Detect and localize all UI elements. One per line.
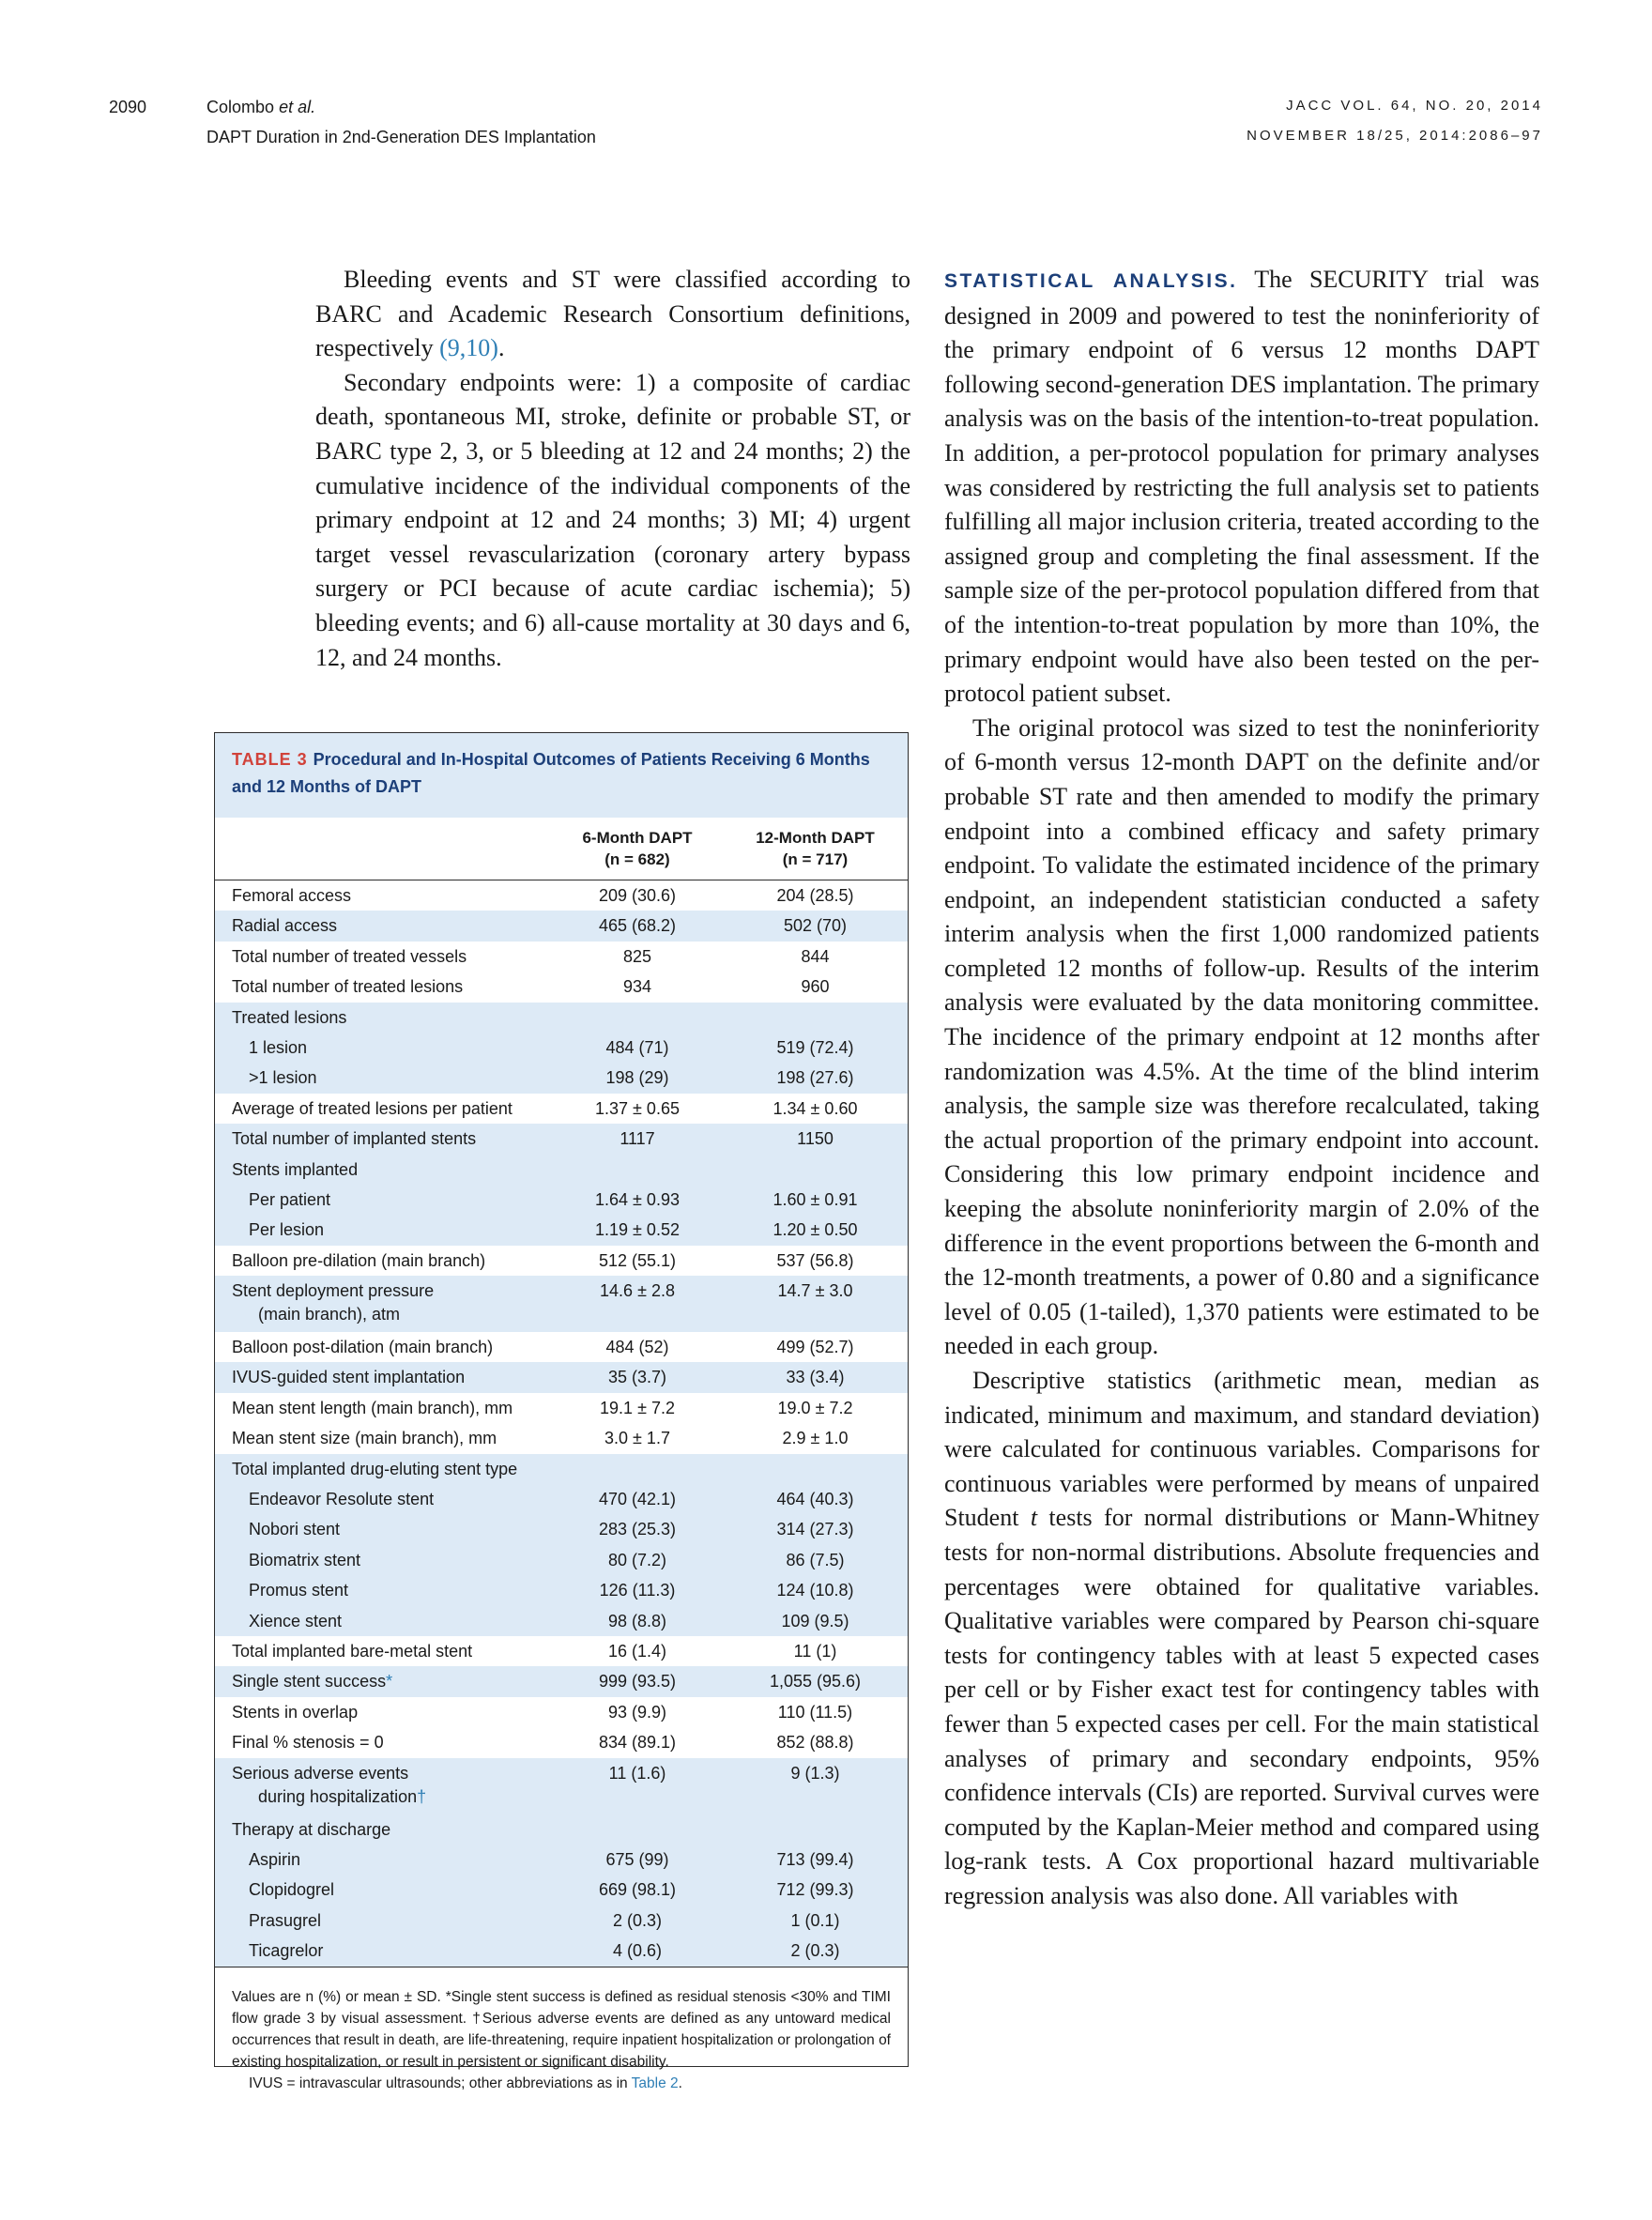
cell-6-month: 98 (8.8): [552, 1606, 723, 1636]
table-2-link[interactable]: Table 2: [631, 2075, 679, 2091]
footnote-text: Values are n (%) or mean ± SD. *Single stent success is defined as residual stenosis <30% and TIMI flow grade 3 by visual assessment. †Serious adverse events are defined as any untoward medical occurrences that result in death, are life-threatening, require inpatient hospitalization or prolongation of existing hospitalization, or result in persistent or significant disability.: [232, 1988, 891, 2070]
row-label: Endeavor Resolute stent: [215, 1484, 552, 1514]
table-row: [215, 1185, 908, 1215]
paragraph-secondary-endpoints: Secondary endpoints were: 1) a composite of cardiac death, spontaneous MI, stroke, definite or probable ST, or BARC type 2, 3, or 5 bleeding at 12 and 24 months; 2) the cumulative incidence of the individual components of the primary endpoint at 12 and 24 months; 3) MI; 4) urgent target vessel revascularization (coronary artery bypass surgery or PCI because of acute cardiac ischemia); 5) bleeding events; and 6) all-cause mortality at 30 days and 6, 12, and 24 months.: [315, 368, 910, 671]
cell-6-month: 19.1 ± 7.2: [600, 1398, 675, 1417]
table-row: [215, 1215, 908, 1245]
cell-6-month: 283 (25.3): [552, 1514, 723, 1544]
section-heading: STATISTICAL ANALYSIS.: [944, 270, 1238, 292]
cell-12-month: 11 (1): [793, 1641, 837, 1661]
cell-12-month: 537 (56.8): [776, 1250, 854, 1270]
row-label: IVUS-guided stent implantation: [215, 1362, 552, 1392]
table-row: [215, 942, 908, 972]
table-row: [215, 1332, 908, 1362]
cell-6-month: 209 (30.6): [598, 886, 677, 905]
row-label: Total implanted drug-eluting stent type: [215, 1454, 552, 1484]
row-label: Balloon post-dilation (main branch): [232, 1338, 494, 1357]
row-label: Serious adverse events during hospitalization†: [215, 1758, 552, 1814]
cell-12-month: 2.9 ± 1.0: [782, 1429, 849, 1448]
table-row: [215, 1575, 908, 1605]
table-row: [215, 1545, 908, 1575]
table-3: [214, 732, 909, 2091]
table-row: [215, 880, 908, 911]
cell-6-month: 1117: [552, 1124, 723, 1154]
cell-12-month: 1 (0.1): [723, 1906, 908, 1936]
table-row: [215, 1063, 908, 1093]
cell-12-month: [723, 1454, 908, 1484]
row-label: Final % stenosis = 0: [232, 1733, 384, 1753]
cell-12-month: 712 (99.3): [723, 1875, 908, 1905]
table-row: [215, 1124, 908, 1154]
row-label: Aspirin: [215, 1845, 552, 1875]
paragraph-text: Bleeding events and ST were classified according to BARC and Academic Research Consortium definitions, respectively: [315, 266, 910, 362]
page-number: 2090: [109, 98, 147, 116]
table-row: [215, 1246, 908, 1276]
cell-12-month: [723, 1155, 908, 1185]
cell-6-month: 11 (1.6): [552, 1758, 723, 1814]
cell-6-month: 14.6 ± 2.8: [552, 1276, 723, 1332]
cell-6-month: 669 (98.1): [552, 1875, 723, 1905]
cell-6-month: 80 (7.2): [552, 1545, 723, 1575]
paragraph-text: Descriptive statistics (arithmetic mean, median as indicated, minimum and maximum, and standard deviation) were calculated for continuous variables. Comparisons for continuous variables were performed by means of unpaired Student: [944, 1367, 1539, 1532]
table-row: [215, 1697, 908, 1727]
row-label: Balloon pre-dilation (main branch): [232, 1250, 486, 1270]
footnote-abbreviations: IVUS = intravascular ultrasounds; other abbreviations as in Table 2.: [249, 2075, 682, 2091]
table-row: [215, 1814, 908, 1845]
table-row: [215, 1606, 908, 1636]
row-label: Prasugrel: [215, 1906, 552, 1936]
row-label: Mean stent size (main branch), mm: [232, 1429, 497, 1448]
cell-6-month: [552, 1814, 723, 1845]
cell-12-month: 2 (0.3): [723, 1936, 908, 1967]
paragraph-text: tests for normal distributions or Mann-Whitney tests for non-normal distributions. Absolute frequencies and percentages were obtained for qualitative variables. Qualitative variables were compared by Pearson chi-square tests for contingency tables with at least 5 expected cases per cell or by Fisher exact test for contingency tables with fewer than 5 expected cases per cell. For the main statistical analyses of primary and secondary endpoints, 95% confidence intervals (CIs) are reported. Survival curves were computed by the Kaplan-Meier method and compared using log-rank tests. A Cox proportional hazard multivariable regression analysis was also done. All variables with: [944, 1504, 1539, 1909]
header-6-month: 6-Month DAPT (n = 682): [582, 829, 693, 868]
footnote-marker[interactable]: *: [386, 1672, 393, 1692]
row-label: Total number of implanted stents: [215, 1124, 552, 1154]
cell-6-month: 1.64 ± 0.93: [552, 1185, 723, 1215]
cell-12-month: 1150: [723, 1124, 908, 1154]
cell-6-month: 198 (29): [552, 1063, 723, 1093]
footnote-marker[interactable]: †: [417, 1786, 427, 1806]
row-label: Xience stent: [215, 1606, 552, 1636]
row-label: Per lesion: [215, 1215, 552, 1245]
cell-6-month: 999 (93.5): [552, 1666, 723, 1696]
cell-12-month: 502 (70): [723, 911, 908, 941]
cell-12-month: 14.7 ± 3.0: [723, 1276, 908, 1332]
authors-suffix: et al.: [279, 98, 316, 116]
table-header-row: [215, 818, 908, 880]
cell-12-month: [723, 1814, 908, 1845]
cell-12-month: 1.34 ± 0.60: [772, 1098, 858, 1118]
table-row: [215, 1454, 908, 1484]
cell-6-month: 93 (9.9): [607, 1702, 667, 1722]
cell-6-month: 126 (11.3): [552, 1575, 723, 1605]
cell-12-month: 960: [801, 977, 830, 997]
row-label: Average of treated lesions per patient: [232, 1098, 512, 1118]
cell-12-month: 109 (9.5): [723, 1606, 908, 1636]
table-row: [215, 1094, 908, 1124]
cell-12-month: 1,055 (95.6): [723, 1666, 908, 1696]
row-label: Femoral access: [232, 886, 352, 905]
row-label: Per patient: [215, 1185, 552, 1215]
cell-6-month: 3.0 ± 1.7: [604, 1429, 670, 1448]
table-row: [215, 1906, 908, 1936]
table-row: [215, 1936, 908, 1967]
row-label: Total number of treated vessels: [232, 946, 467, 966]
table-row: [215, 1514, 908, 1544]
row-label: Single stent success*: [215, 1666, 552, 1696]
outcomes-table: [215, 818, 908, 1967]
table-row: [215, 1423, 908, 1453]
row-label: Total number of treated lesions: [232, 977, 464, 997]
cell-6-month: [552, 1155, 723, 1185]
table-footnote: [215, 1967, 908, 2094]
cell-12-month: 314 (27.3): [723, 1514, 908, 1544]
cell-12-month: 86 (7.5): [723, 1545, 908, 1575]
table-row: [215, 1155, 908, 1185]
cell-6-month: 834 (89.1): [598, 1733, 677, 1753]
header-12-month: 12-Month DAPT (n = 717): [756, 829, 875, 868]
cell-12-month: 204 (28.5): [776, 886, 854, 905]
table-row: [215, 911, 908, 941]
cell-6-month: 934: [622, 977, 652, 997]
cell-12-month: 9 (1.3): [723, 1758, 908, 1814]
right-column: [944, 263, 1539, 1914]
row-label: Treated lesions: [215, 1003, 552, 1033]
paragraph-statistical-analysis: [944, 263, 1539, 712]
row-label: Stent deployment pressure (main branch), atm: [215, 1276, 552, 1332]
cell-12-month: 19.0 ± 7.2: [777, 1398, 853, 1417]
table-row: [215, 1393, 908, 1423]
cell-12-month: 464 (40.3): [723, 1484, 908, 1514]
cell-12-month: 852 (88.8): [776, 1733, 854, 1753]
table-row: [215, 1003, 908, 1033]
cell-6-month: 512 (55.1): [598, 1250, 677, 1270]
table-row: [215, 1484, 908, 1514]
table-row: [215, 1276, 908, 1332]
cell-6-month: [552, 1454, 723, 1484]
cell-6-month: 16 (1.4): [607, 1641, 667, 1661]
table-body: [215, 880, 908, 1967]
cell-6-month: 484 (71): [552, 1033, 723, 1063]
cell-6-month: 465 (68.2): [552, 911, 723, 941]
row-label: Clopidogrel: [215, 1875, 552, 1905]
running-header-authors: [206, 98, 315, 117]
cell-12-month: 713 (99.4): [723, 1845, 908, 1875]
cell-12-month: 33 (3.4): [723, 1362, 908, 1392]
cell-6-month: [552, 1003, 723, 1033]
cell-12-month: 110 (11.5): [777, 1702, 853, 1722]
cell-6-month: 484 (52): [605, 1338, 669, 1357]
row-label: Ticagrelor: [215, 1936, 552, 1967]
row-label: Nobori stent: [215, 1514, 552, 1544]
paragraph-bleeding-events: [315, 263, 910, 366]
cell-12-month: [723, 1003, 908, 1033]
row-label: Promus stent: [215, 1575, 552, 1605]
table-row: [215, 1033, 908, 1063]
cell-6-month: 4 (0.6): [552, 1936, 723, 1967]
table-row: [215, 1845, 908, 1875]
row-label: Mean stent length (main branch), mm: [232, 1398, 513, 1417]
cell-6-month: 1.19 ± 0.52: [552, 1215, 723, 1245]
cell-12-month: 1.20 ± 0.50: [723, 1215, 908, 1245]
cell-6-month: 35 (3.7): [552, 1362, 723, 1392]
table-row: [215, 1636, 908, 1666]
paragraph-text: The SECURITY trial was designed in 2009 and powered to test the noninferiority of the primary endpoint of 6 versus 12 months DAPT following second-generation DES implantation. The primary analysis was on the basis of the intention-to-treat population. In addition, a per-protocol population for primary analyses was considered by restricting the full analysis set to patients fulfilling all major inclusion criteria, treated according to the assigned group and completing the final assessment. If the sample size of the per-protocol population differed from that of the intention-to-treat population by more than 10%, the primary endpoint would have also been tested on the per-protocol patient subset.: [944, 266, 1539, 708]
table-row: [215, 1362, 908, 1392]
cell-6-month: 2 (0.3): [552, 1906, 723, 1936]
header-empty: [215, 818, 552, 880]
row-label: Total implanted bare-metal stent: [232, 1641, 473, 1661]
cell-12-month: 844: [801, 946, 830, 966]
row-label: >1 lesion: [215, 1063, 552, 1093]
cell-12-month: 1.60 ± 0.91: [723, 1185, 908, 1215]
cell-6-month: 675 (99): [552, 1845, 723, 1875]
cell-12-month: 519 (72.4): [723, 1033, 908, 1063]
table-row: [215, 1727, 908, 1757]
table-row: [215, 1875, 908, 1905]
paragraph-protocol: The original protocol was sized to test the noninferiority of 6-month versus 12-month DAPT on the definite and/or probable ST rate and then amended to modify the primary endpoint into a combined efficacy and safety primary endpoint. To validate the estimated incidence of the primary endpoint, an independent statistician conducted a safety interim analysis when the first 1,000 randomized patients completed 12 months of follow-up. Results of the interim analysis were evaluated by the data monitoring committee. The incidence of the primary endpoint at 12 months after randomization was 4.5%. At the time of the blind interim analysis, the sample size was therefore recalculated, taking the actual proportion of the primary endpoint into account. Considering this low primary endpoint incidence and keeping the absolute noninferiority margin of 2.0% of the difference in the event proportions between the 6-month and the 12-month treatments, a power of 0.80 and a significance level of 0.05 (1-tailed), 1,370 patients were estimated to be needed in each group.: [944, 713, 1539, 1360]
paragraph-end: .: [497, 334, 505, 362]
table-title: Procedural and In-Hospital Outcomes of Patients Receiving 6 Months and 12 Months of DAPT: [232, 750, 870, 796]
paragraph-descriptive-statistics: [944, 1364, 1539, 1914]
journal-citation: JACC VOL. 64, NO. 20, 2014: [1286, 98, 1543, 114]
row-label: Stents in overlap: [232, 1702, 359, 1722]
left-column: [315, 263, 910, 675]
issue-citation: NOVEMBER 18/25, 2014:2086–97: [1247, 128, 1543, 144]
cell-12-month: 198 (27.6): [723, 1063, 908, 1093]
table-row: [215, 1666, 908, 1696]
row-label: Stents implanted: [215, 1155, 552, 1185]
cell-6-month: 470 (42.1): [552, 1484, 723, 1514]
running-header-title: DAPT Duration in 2nd-Generation DES Implantation: [206, 128, 596, 146]
cell-6-month: 825: [622, 946, 652, 966]
italic-t: t: [1030, 1504, 1038, 1532]
authors-name: Colombo: [206, 98, 275, 116]
cell-12-month: 499 (52.7): [776, 1338, 854, 1357]
table-label: TABLE 3: [232, 750, 308, 769]
reference-link[interactable]: (9,10): [439, 334, 498, 362]
row-label: Therapy at discharge: [215, 1814, 552, 1845]
cell-12-month: 124 (10.8): [723, 1575, 908, 1605]
table-caption: [215, 733, 908, 818]
row-label: Biomatrix stent: [215, 1545, 552, 1575]
table-row: [215, 972, 908, 1002]
row-label: Radial access: [215, 911, 552, 941]
row-label: 1 lesion: [215, 1033, 552, 1063]
table-row: [215, 1758, 908, 1814]
cell-6-month: 1.37 ± 0.65: [595, 1098, 680, 1118]
